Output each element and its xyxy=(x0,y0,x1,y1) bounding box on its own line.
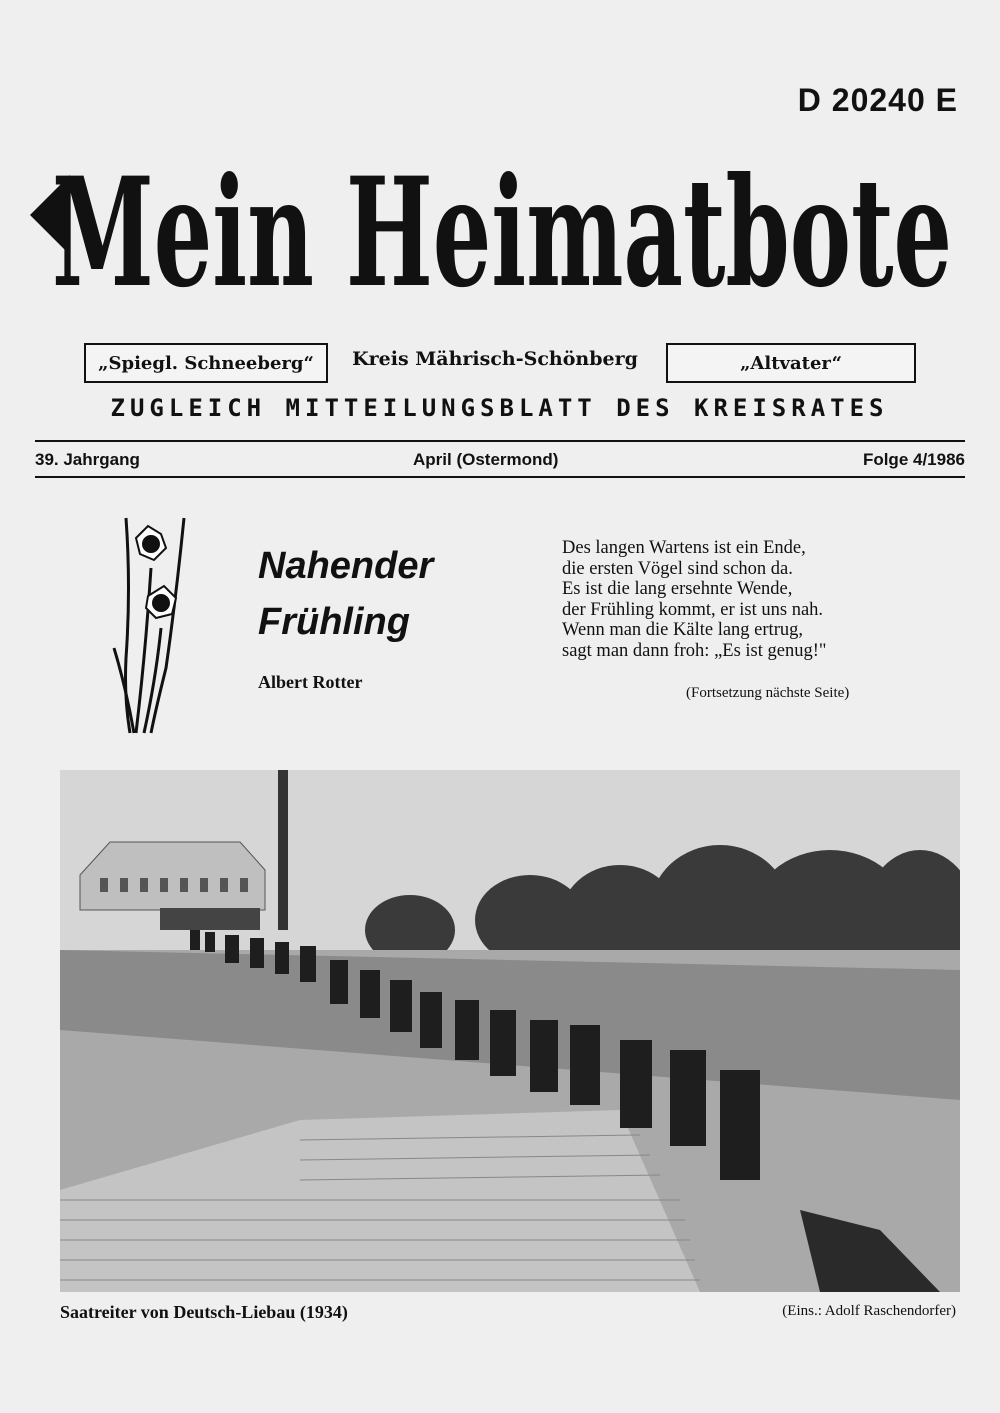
poem-title-line2: Frühling xyxy=(258,601,410,643)
historic-photo xyxy=(60,770,960,1292)
poem-verse xyxy=(562,538,962,661)
district-name: Kreis Mährisch-Schönberg xyxy=(352,348,638,370)
bottom-rule xyxy=(35,476,965,478)
verse-line: sagt man dann froh: „Es ist genug!" xyxy=(562,640,827,661)
photo-caption: Saatreiter von Deutsch-Liebau (1934) xyxy=(60,1302,348,1322)
poem-title-line1: Nahender xyxy=(258,545,434,587)
verse-line: die ersten Vögel sind schon da. xyxy=(562,558,793,579)
verse-line: der Frühling kommt, er ist uns nah. xyxy=(562,599,824,620)
volume: 39. Jahrgang xyxy=(35,450,140,469)
masthead xyxy=(30,120,975,340)
poem-author: Albert Rotter xyxy=(258,672,363,692)
verse-line: Des langen Wartens ist ein Ende, xyxy=(562,538,806,558)
issue-month: April (Ostermond) xyxy=(413,450,559,469)
postal-code: D 20240 E xyxy=(797,82,958,118)
verse-line: Wenn man die Kälte lang ertrug, xyxy=(562,620,803,640)
region-box-right: „Altvater“ xyxy=(666,343,916,383)
daffodil-illustration xyxy=(106,508,196,740)
issue-info xyxy=(35,448,965,474)
verse-line: Es ist die lang ersehnte Wende, xyxy=(562,579,793,599)
photo-credit: (Eins.: Adolf Raschendorfer) xyxy=(782,1303,956,1319)
district-row xyxy=(0,343,1000,385)
top-rule xyxy=(35,440,965,442)
masthead-title: Mein Heimatbote xyxy=(52,145,952,321)
region-box-left: „Spiegl. Schneeberg“ xyxy=(84,343,328,383)
subtitle: ZUGLEICH MITTEILUNGSBLATT DES KREISRATES xyxy=(110,394,889,422)
poem-title xyxy=(258,538,433,650)
continuation-note: (Fortsetzung nächste Seite) xyxy=(686,685,850,701)
issue-number: Folge 4/1986 xyxy=(862,450,965,469)
